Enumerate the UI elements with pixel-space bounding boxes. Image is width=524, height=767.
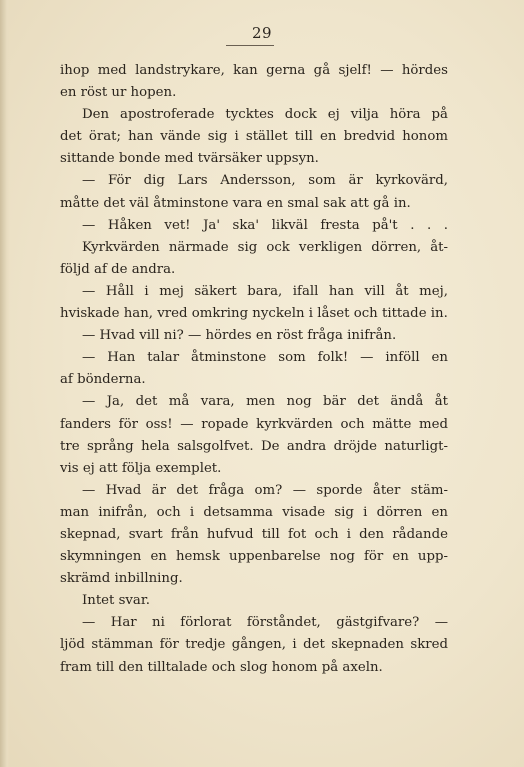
text-line: — Har ni förlorat förståndet, gästgifvare? —	[82, 615, 448, 631]
page-binding-edge	[0, 0, 10, 767]
text-line: hviskade han, vred omkring nyckeln i låset och tittade in.	[60, 306, 448, 322]
text-line: af bönderna.	[60, 372, 146, 388]
text-line: en röst ur hopen.	[60, 85, 177, 101]
text-line: följd af de andra.	[60, 261, 176, 277]
text-line: — Hvad vill ni? — hördes en röst fråga inifrån.	[82, 328, 397, 344]
text-line: — Han talar åtminstone som folk! — inföll en	[82, 350, 448, 366]
text-line: — För dig Lars Andersson, som är kyrkovärd,	[82, 173, 448, 189]
text-line: man inifrån, och i detsamma visade sig i dörren en	[60, 504, 448, 520]
text-line: tre språng hela salsgolfvet. De andra dröjde naturligt-	[60, 438, 448, 454]
text-line: måtte det väl åtminstone vara en smal sak att gå in.	[60, 195, 411, 211]
text-line: — Hvad är det fråga om? — sporde åter stäm-	[82, 482, 448, 498]
text-line: — Håken vet! Ja' ska' likväl fresta på't . . .	[82, 217, 448, 233]
text-line: fram till den tilltalade och slog honom på axeln.	[60, 659, 383, 675]
text-line: vis ej att följa exemplet.	[60, 460, 222, 476]
text-line: skymningen en hemsk uppenbarelse nog för en upp-	[60, 549, 448, 565]
page-number: 29	[251, 24, 273, 42]
text-line: fanders för oss! — ropade kyrkvärden och mätte med	[60, 416, 448, 432]
body-text	[60, 60, 448, 679]
text-line: ljöd stämman för tredje gången, i det skepnaden skred	[60, 637, 448, 653]
text-line: sittande bonde med tvärsäker uppsyn.	[60, 151, 319, 167]
text-line: ihop med landstrykare, kan gerna gå sjelf! — hördes	[60, 63, 448, 78]
text-line: — Håll i mej säkert bara, ifall han vill åt mej,	[82, 283, 448, 299]
text-line: Kyrkvärden närmade sig ock verkligen dörren, åt-	[82, 239, 448, 255]
page-number-rule	[226, 45, 274, 46]
text-line: det örat; han vände sig i stället till en bredvid honom	[60, 129, 448, 145]
text-line: Intet svar.	[82, 593, 150, 609]
text-line: — Ja, det må vara, men nog bär det ändå åt	[82, 394, 448, 410]
text-line: skrämd inbillning.	[60, 571, 183, 587]
text-line: skepnad, svart från hufvud till fot och i den rådande	[60, 526, 448, 542]
text-line: Den apostroferade tycktes dock ej vilja höra på	[82, 107, 448, 123]
